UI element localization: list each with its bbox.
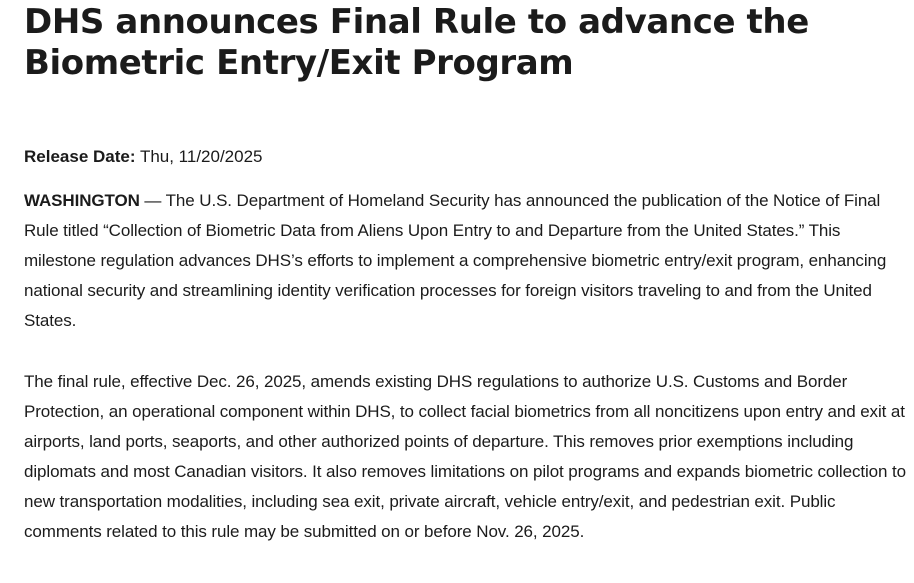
dateline: WASHINGTON <box>24 191 140 210</box>
release-date-value: Thu, 11/20/2025 <box>139 147 263 166</box>
article-paragraph-2: The final rule, effective Dec. 26, 2025, amends existing DHS regulations to authorize U.S. Customs and Border Protection, an operational component within DHS, to collect facial biometrics from all noncitizens upon entry and exit at airports, land ports, seaports, and other authorized points of departure. This removes prior exemptions including diplomats and most Canadian visitors. It also removes limitations on pilot programs and expands biometric collection to new transportation modalities, including sea exit, private aircraft, vehicle entry/exit, and pedestrian exit. Public comments related to this rule may be submitted on or before Nov. 26, 2025. <box>24 372 906 541</box>
release-date-line <box>24 145 263 169</box>
article-paragraph-1 <box>24 186 908 336</box>
paragraph-1-text: — The U.S. Department of Homeland Security has announced the publication of the Notice of Final Rule titled “Collection of Biometric Data from Aliens Upon Entry to and Departure from the United States.” This milestone regulation advances DHS’s efforts to implement a comprehensive biometric entry/exit program, enhancing national security and streamlining identity verification processes for foreign visitors traveling to and from the United States. <box>24 191 887 330</box>
release-date-label: Release Date: <box>24 147 136 166</box>
article-title: DHS announces Final Rule to advance the Biometric Entry/Exit Program <box>24 2 809 83</box>
